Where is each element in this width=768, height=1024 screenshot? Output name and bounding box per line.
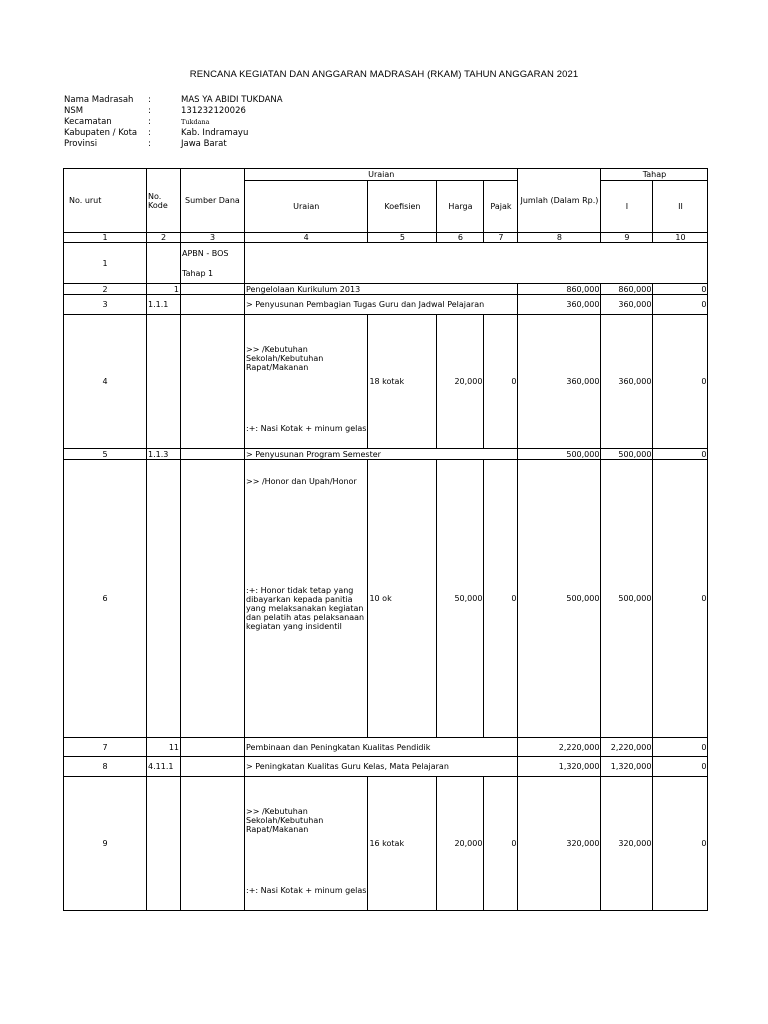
info-colon: : — [148, 139, 151, 149]
row-tahap-1: 500,000 — [601, 449, 653, 460]
row-tahap-2: 0 — [653, 295, 708, 315]
sumber-dana-tahap: Tahap 1 — [182, 268, 214, 278]
row-uraian: Pembinaan dan Peningkatan Kualitas Pendidik — [245, 738, 518, 757]
col-number: 7 — [484, 233, 518, 243]
row-sumber-dana — [181, 777, 245, 911]
table-row — [64, 315, 708, 449]
row-no: 4 — [64, 315, 147, 449]
row-tahap-1: 320,000 — [601, 777, 653, 911]
header-uraian-group: Uraian — [245, 169, 518, 181]
table-row — [64, 243, 708, 284]
row-uraian: > Penyusunan Program Semester — [245, 449, 518, 460]
table-row — [64, 738, 708, 757]
table-row — [64, 757, 708, 777]
row-jumlah: 500,000 — [518, 449, 601, 460]
header-row-1 — [64, 169, 708, 181]
row-pajak: 0 — [484, 315, 518, 449]
header-no-urut: No. urut — [64, 169, 147, 233]
row-tahap-1: 2,220,000 — [601, 738, 653, 757]
row-uraian — [245, 460, 368, 738]
row-sumber-dana — [181, 460, 245, 738]
info-value: Jawa Barat — [181, 139, 227, 149]
header-jumlah: Jumlah (Dalam Rp.) — [518, 169, 601, 233]
row-sumber-dana — [181, 757, 245, 777]
info-value: MAS YA ABIDI TUKDANA — [181, 95, 283, 105]
header-tahap-2: II — [653, 181, 708, 233]
row-tahap-1: 360,000 — [601, 295, 653, 315]
uraian-item: >> /Honor dan Upah/Honor — [246, 477, 357, 486]
row-harga: 50,000 — [437, 460, 484, 738]
header-uraian: Uraian — [245, 181, 368, 233]
uraian-detail: :+: Honor tidak tetap yang dibayarkan kepada panitia yang melaksanakan kegiatan dan pelatih atas pelaksanaan kegiatan yang insidentil — [246, 586, 365, 631]
row-no: 9 — [64, 777, 147, 911]
table-row — [64, 284, 708, 295]
row-no: 5 — [64, 449, 147, 460]
row-tahap-1: 1,320,000 — [601, 757, 653, 777]
row-uraian: > Penyusunan Pembagian Tugas Guru dan Jadwal Pelajaran — [245, 295, 518, 315]
info-label: Nama Madrasah — [64, 95, 134, 105]
row-sumber-dana — [181, 284, 245, 295]
row-tahap-2: 0 — [653, 315, 708, 449]
rkam-table — [63, 168, 708, 911]
row-no: 6 — [64, 460, 147, 738]
document-title: RENCANA KEGIATAN DAN ANGGARAN MADRASAH (RKAM) TAHUN ANGGARAN 2021 — [189, 69, 579, 80]
header-no-kode: No. Kode — [147, 169, 181, 233]
col-number: 10 — [653, 233, 708, 243]
table-row — [64, 460, 708, 738]
col-number: 1 — [64, 233, 147, 243]
row-sumber-dana — [181, 449, 245, 460]
row-no: 1 — [64, 243, 147, 284]
row-kode: 1 — [147, 284, 181, 295]
row-pajak: 0 — [484, 777, 518, 911]
row-harga: 20,000 — [437, 777, 484, 911]
row-sumber-dana — [181, 738, 245, 757]
sumber-dana-name: APBN - BOS — [182, 248, 229, 258]
col-number: 6 — [437, 233, 484, 243]
row-uraian — [245, 315, 368, 449]
header-harga: Harga — [437, 181, 484, 233]
info-colon: : — [148, 117, 151, 127]
row-no: 8 — [64, 757, 147, 777]
row-jumlah: 360,000 — [518, 315, 601, 449]
col-number: 3 — [181, 233, 245, 243]
row-jumlah: 320,000 — [518, 777, 601, 911]
row-kode: 1.1.1 — [147, 295, 181, 315]
row-uraian — [245, 777, 368, 911]
row-uraian: Pengelolaan Kurikulum 2013 — [245, 284, 518, 295]
info-label: Kecamatan — [64, 117, 112, 127]
header-tahap-1: I — [601, 181, 653, 233]
row-jumlah: 2,220,000 — [518, 738, 601, 757]
row-koefisien: 18 kotak — [368, 315, 437, 449]
row-kode — [147, 243, 181, 284]
row-tahap-2: 0 — [653, 284, 708, 295]
row-kode — [147, 460, 181, 738]
info-value: Kab. Indramayu — [181, 128, 249, 138]
row-harga: 20,000 — [437, 315, 484, 449]
header-tahap: Tahap — [601, 169, 708, 181]
row-tahap-1: 500,000 — [601, 460, 653, 738]
row-jumlah: 360,000 — [518, 295, 601, 315]
row-jumlah: 1,320,000 — [518, 757, 601, 777]
info-colon: : — [148, 95, 151, 105]
info-label: Kabupaten / Kota — [64, 128, 138, 138]
row-tahap-2: 0 — [653, 449, 708, 460]
uraian-item: >> /Kebutuhan Sekolah/Kebutuhan Rapat/Makanan — [246, 345, 324, 372]
uraian-detail: :+: Nasi Kotak + minum gelas — [246, 424, 367, 433]
col-number: 9 — [601, 233, 653, 243]
row-uraian: > Peningkatan Kualitas Guru Kelas, Mata Pelajaran — [245, 757, 518, 777]
table-row — [64, 777, 708, 911]
row-no: 3 — [64, 295, 147, 315]
col-number: 2 — [147, 233, 181, 243]
row-kode: 1.1.3 — [147, 449, 181, 460]
header-koefisien: Koefisien — [368, 181, 437, 233]
row-tahap-1: 360,000 — [601, 315, 653, 449]
info-label: NSM — [64, 106, 84, 116]
col-number: 8 — [518, 233, 601, 243]
info-value: 131232120026 — [181, 106, 246, 116]
row-kode — [147, 315, 181, 449]
uraian-detail: :+: Nasi Kotak + minum gelas — [246, 886, 367, 895]
row-tahap-2: 0 — [653, 777, 708, 911]
row-kode: 11 — [147, 738, 181, 757]
col-number: 4 — [245, 233, 368, 243]
row-sumber-dana — [181, 295, 245, 315]
row-koefisien: 10 ok — [368, 460, 437, 738]
uraian-item: >> /Kebutuhan Sekolah/Kebutuhan Rapat/Makanan — [246, 807, 324, 834]
row-no: 7 — [64, 738, 147, 757]
row-sumber-dana — [181, 315, 245, 449]
row-tahap-1: 860,000 — [601, 284, 653, 295]
header-sumber-dana: Sumber Dana — [181, 169, 245, 233]
info-colon: : — [148, 128, 151, 138]
header-pajak: Pajak — [484, 181, 518, 233]
col-number: 5 — [368, 233, 437, 243]
row-jumlah: 860,000 — [518, 284, 601, 295]
row-kode: 4.11.1 — [147, 757, 181, 777]
info-value: Tukdana — [181, 118, 210, 126]
row-sumber-dana — [181, 243, 245, 284]
row-tahap-2: 0 — [653, 757, 708, 777]
table-row — [64, 449, 708, 460]
row-tahap-2: 0 — [653, 738, 708, 757]
row-koefisien: 16 kotak — [368, 777, 437, 911]
info-label: Provinsi — [64, 139, 98, 149]
row-kode — [147, 777, 181, 911]
row-no: 2 — [64, 284, 147, 295]
table-row — [64, 295, 708, 315]
row-jumlah: 500,000 — [518, 460, 601, 738]
info-colon: : — [148, 106, 151, 116]
row-empty-span — [245, 243, 708, 284]
row-tahap-2: 0 — [653, 460, 708, 738]
column-number-row — [64, 233, 708, 243]
row-pajak: 0 — [484, 460, 518, 738]
